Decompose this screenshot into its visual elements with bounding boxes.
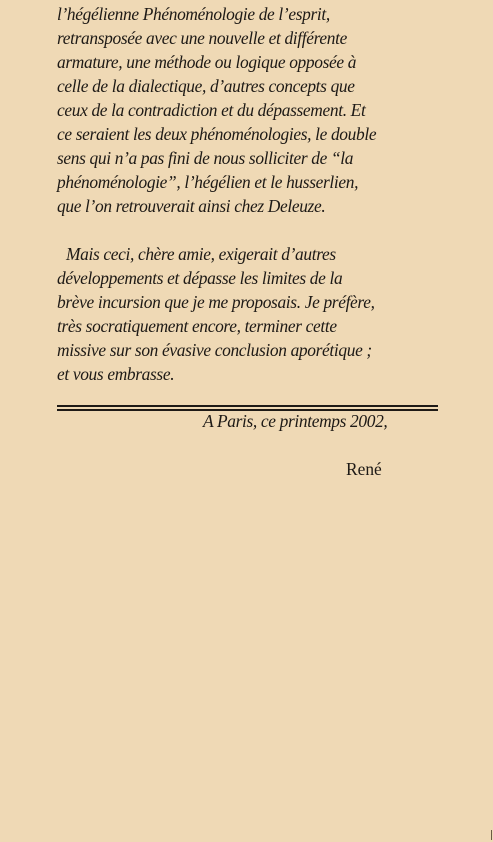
paragraph-farewell [57, 242, 375, 386]
text-line: celle de la dialectique, d’autres concepts que [57, 76, 355, 96]
text-line: brève incursion que je me proposais. Je préfère, [57, 292, 375, 312]
text-line: missive sur son évasive conclusion aporétique ; [57, 340, 372, 360]
text-line: armature, une méthode ou logique opposée à [57, 52, 357, 72]
text-line: Mais ceci, chère amie, exigerait d’autres [66, 244, 336, 264]
text-line: ce seraient les deux phénoménologies, le double [57, 124, 377, 144]
signature: René [346, 459, 382, 479]
place-and-date: A Paris, ce printemps 2002, [203, 411, 388, 431]
text-line: ceux de la contradiction et du dépassement. Et [57, 100, 366, 120]
text-line: très socratiquement encore, terminer cette [57, 316, 337, 336]
text-line: phénoménologie”, l’hégélien et le husserlien, [57, 172, 359, 192]
text-line: l’hégélienne Phénoménologie de l’esprit, [57, 4, 330, 24]
page-edge-mark [491, 830, 492, 840]
text-line: sens qui n’a pas fini de nous solliciter de “la [57, 148, 354, 168]
paragraph-closing-argument [57, 2, 376, 218]
text-line: développements et dépasse les limites de la [57, 268, 343, 288]
text-line: et vous embrasse. [57, 364, 175, 384]
text-line: que l’on retrouverait ainsi chez Deleuze. [57, 196, 326, 216]
text-line: retransposée avec une nouvelle et différente [57, 28, 347, 48]
rule-line-top [57, 405, 438, 407]
